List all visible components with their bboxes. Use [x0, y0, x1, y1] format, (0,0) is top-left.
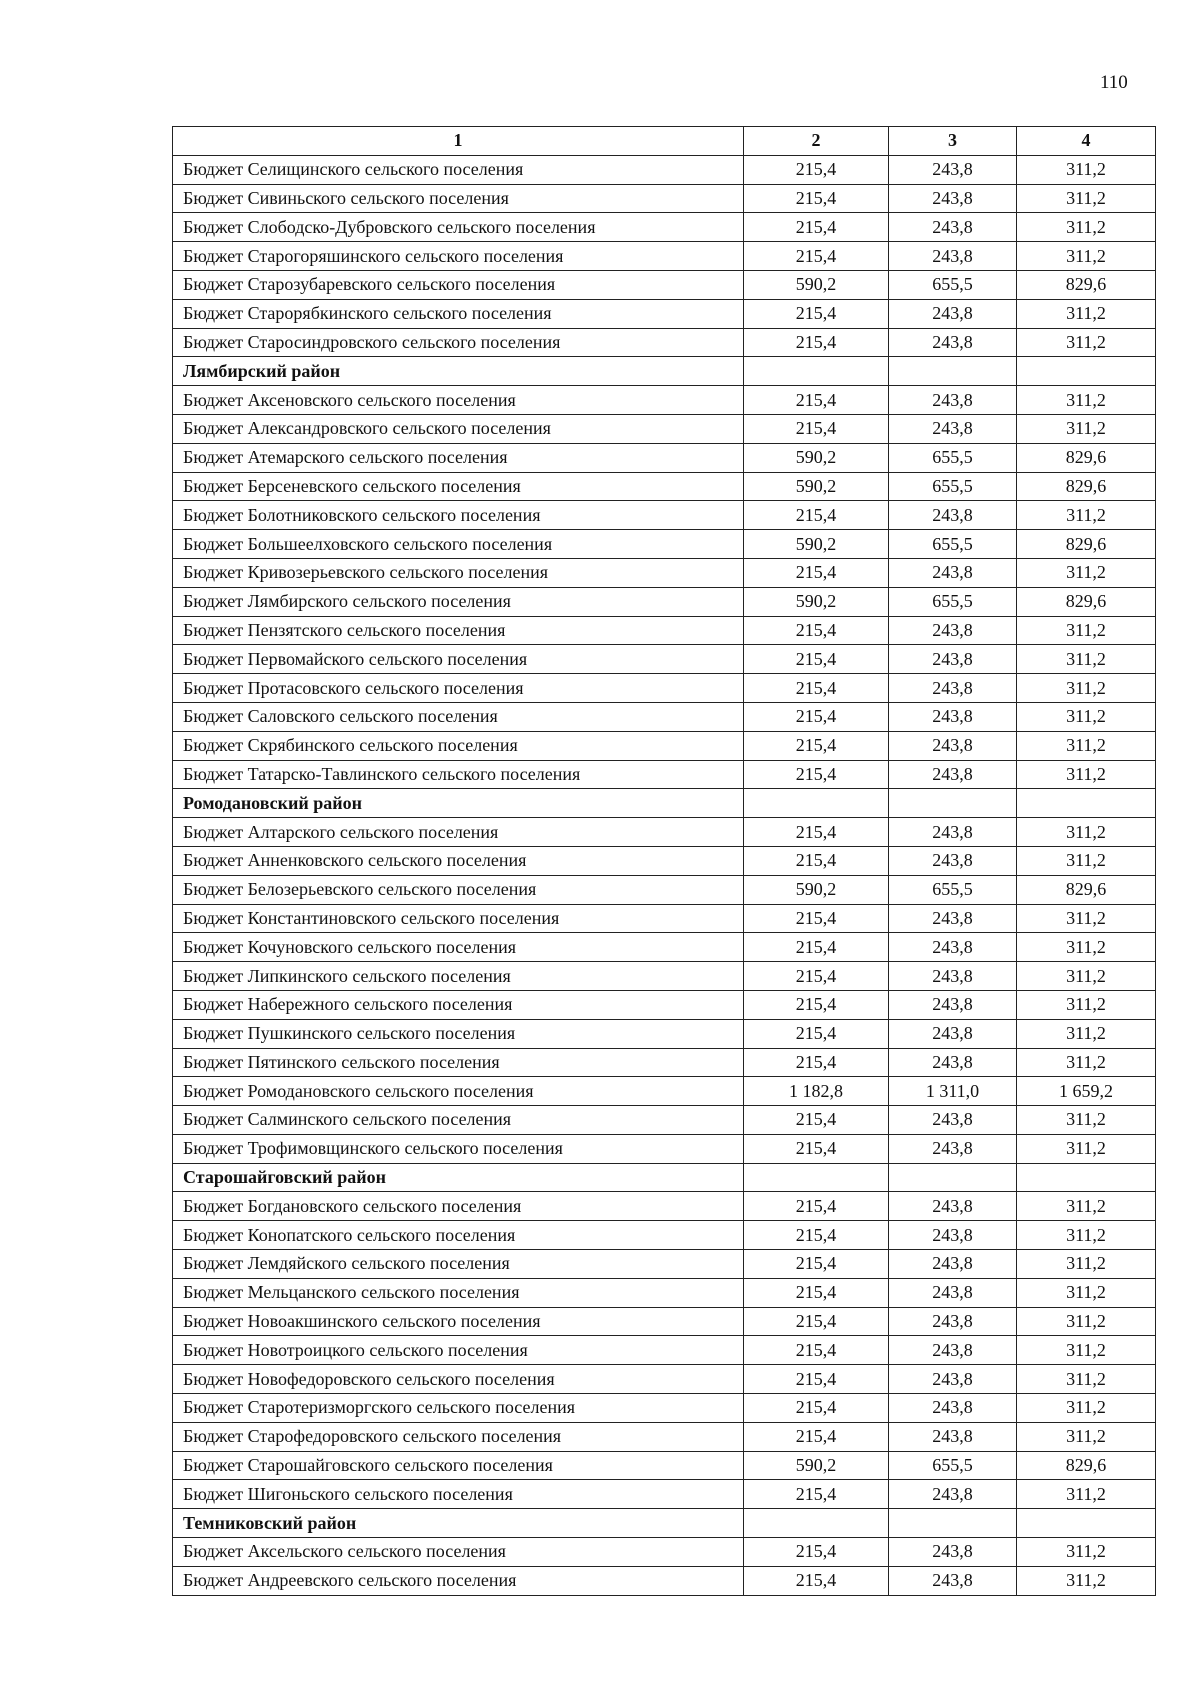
settlement-name-cell: Бюджет Сивиньского сельского поселения: [173, 184, 744, 213]
value-col3-cell: 243,8: [889, 328, 1017, 357]
value-col4-cell: 829,6: [1017, 270, 1156, 299]
table-row: [173, 616, 1156, 645]
value-col3-cell: 243,8: [889, 1538, 1017, 1567]
table-row: [173, 1106, 1156, 1135]
value-col2-cell: [744, 789, 889, 818]
value-col2-cell: 590,2: [744, 443, 889, 472]
value-col4-cell: 311,2: [1017, 1566, 1156, 1595]
value-col3-cell: 243,8: [889, 414, 1017, 443]
value-col4-cell: 311,2: [1017, 1307, 1156, 1336]
value-col4-cell: [1017, 357, 1156, 386]
table-row: [173, 1019, 1156, 1048]
value-col4-cell: 311,2: [1017, 1019, 1156, 1048]
value-col4-cell: 311,2: [1017, 1480, 1156, 1509]
value-col4-cell: 311,2: [1017, 1221, 1156, 1250]
value-col3-cell: 243,8: [889, 558, 1017, 587]
settlement-name-cell: Бюджет Лямбирского сельского поселения: [173, 587, 744, 616]
district-name-cell: Старошайговский район: [173, 1163, 744, 1192]
settlement-name-cell: Бюджет Скрябинского сельского поселения: [173, 731, 744, 760]
value-col2-cell: 215,4: [744, 558, 889, 587]
value-col2-cell: 215,4: [744, 846, 889, 875]
settlement-name-cell: Бюджет Первомайского сельского поселения: [173, 645, 744, 674]
table-row: [173, 760, 1156, 789]
value-col3-cell: 243,8: [889, 1307, 1017, 1336]
value-col4-cell: 311,2: [1017, 1192, 1156, 1221]
settlement-name-cell: Бюджет Белозерьевского сельского поселения: [173, 875, 744, 904]
settlement-name-cell: Бюджет Саловского сельского поселения: [173, 702, 744, 731]
value-col4-cell: 311,2: [1017, 213, 1156, 242]
table-row: [173, 731, 1156, 760]
table-row: [173, 386, 1156, 415]
value-col3-cell: 243,8: [889, 933, 1017, 962]
district-name-cell: Лямбирский район: [173, 357, 744, 386]
table-row: [173, 328, 1156, 357]
value-col2-cell: 215,4: [744, 731, 889, 760]
value-col3-cell: 243,8: [889, 962, 1017, 991]
value-col4-cell: 311,2: [1017, 760, 1156, 789]
table-row: [173, 846, 1156, 875]
value-col3-cell: [889, 1509, 1017, 1538]
table-row: [173, 1538, 1156, 1567]
value-col3-cell: 243,8: [889, 213, 1017, 242]
value-col2-cell: 215,4: [744, 818, 889, 847]
settlement-name-cell: Бюджет Конопатского сельского поселения: [173, 1221, 744, 1250]
value-col3-cell: [889, 357, 1017, 386]
value-col4-cell: 311,2: [1017, 242, 1156, 271]
settlement-name-cell: Бюджет Старорябкинского сельского поселения: [173, 299, 744, 328]
table-row: [173, 875, 1156, 904]
value-col2-cell: 215,4: [744, 1134, 889, 1163]
settlement-name-cell: Бюджет Старогоряшинского сельского поселения: [173, 242, 744, 271]
settlement-name-cell: Бюджет Салминского сельского поселения: [173, 1106, 744, 1135]
settlement-name-cell: Бюджет Липкинского сельского поселения: [173, 962, 744, 991]
value-col3-cell: 243,8: [889, 1134, 1017, 1163]
value-col2-cell: 215,4: [744, 299, 889, 328]
table-row: [173, 184, 1156, 213]
settlement-name-cell: Бюджет Старосиндровского сельского поселения: [173, 328, 744, 357]
settlement-name-cell: Бюджет Болотниковского сельского поселения: [173, 501, 744, 530]
settlement-name-cell: Бюджет Старотеризморгского сельского поселения: [173, 1394, 744, 1423]
value-col3-cell: 243,8: [889, 904, 1017, 933]
value-col2-cell: 215,4: [744, 904, 889, 933]
value-col2-cell: [744, 1509, 889, 1538]
table-row: [173, 1394, 1156, 1423]
value-col2-cell: 215,4: [744, 645, 889, 674]
value-col3-cell: 243,8: [889, 1106, 1017, 1135]
table-row: [173, 674, 1156, 703]
value-col2-cell: 215,4: [744, 1480, 889, 1509]
value-col2-cell: 215,4: [744, 1307, 889, 1336]
table-row: [173, 1221, 1156, 1250]
value-col4-cell: 311,2: [1017, 1538, 1156, 1567]
table-row: [173, 1365, 1156, 1394]
value-col2-cell: 215,4: [744, 760, 889, 789]
value-col2-cell: 1 182,8: [744, 1077, 889, 1106]
value-col3-cell: 243,8: [889, 818, 1017, 847]
table-row: [173, 1480, 1156, 1509]
value-col3-cell: [889, 789, 1017, 818]
value-col4-cell: 311,2: [1017, 501, 1156, 530]
column-header-1: 1: [173, 127, 744, 156]
value-col2-cell: 215,4: [744, 1422, 889, 1451]
district-header-row: [173, 357, 1156, 386]
value-col4-cell: 311,2: [1017, 558, 1156, 587]
value-col2-cell: 215,4: [744, 1250, 889, 1279]
value-col4-cell: 311,2: [1017, 299, 1156, 328]
table-row: [173, 702, 1156, 731]
value-col2-cell: 590,2: [744, 587, 889, 616]
value-col3-cell: 243,8: [889, 1192, 1017, 1221]
value-col2-cell: 215,4: [744, 674, 889, 703]
settlement-name-cell: Бюджет Трофимовщинского сельского поселения: [173, 1134, 744, 1163]
table-row: [173, 587, 1156, 616]
value-col3-cell: 243,8: [889, 1250, 1017, 1279]
value-col2-cell: [744, 1163, 889, 1192]
value-col4-cell: 311,2: [1017, 1134, 1156, 1163]
value-col3-cell: 243,8: [889, 1480, 1017, 1509]
table-row: [173, 1077, 1156, 1106]
value-col3-cell: 243,8: [889, 1278, 1017, 1307]
value-col4-cell: 829,6: [1017, 1451, 1156, 1480]
value-col2-cell: 215,4: [744, 1106, 889, 1135]
value-col3-cell: 243,8: [889, 1566, 1017, 1595]
settlement-name-cell: Бюджет Пензятского сельского поселения: [173, 616, 744, 645]
settlement-name-cell: Бюджет Набережного сельского поселения: [173, 990, 744, 1019]
value-col2-cell: 215,4: [744, 1019, 889, 1048]
value-col4-cell: 311,2: [1017, 1394, 1156, 1423]
settlement-name-cell: Бюджет Константиновского сельского поселения: [173, 904, 744, 933]
value-col4-cell: 311,2: [1017, 645, 1156, 674]
table-row: [173, 443, 1156, 472]
value-col2-cell: 590,2: [744, 1451, 889, 1480]
value-col3-cell: 243,8: [889, 386, 1017, 415]
value-col4-cell: 311,2: [1017, 933, 1156, 962]
value-col2-cell: 215,4: [744, 1394, 889, 1423]
settlement-name-cell: Бюджет Анненковского сельского поселения: [173, 846, 744, 875]
value-col4-cell: 311,2: [1017, 674, 1156, 703]
value-col3-cell: 655,5: [889, 270, 1017, 299]
page-number: 110: [1100, 72, 1128, 93]
table-row: [173, 299, 1156, 328]
settlement-name-cell: Бюджет Кочуновского сельского поселения: [173, 933, 744, 962]
value-col3-cell: 243,8: [889, 1221, 1017, 1250]
settlement-name-cell: Бюджет Новоакшинского сельского поселения: [173, 1307, 744, 1336]
settlement-name-cell: Бюджет Ромодановского сельского поселения: [173, 1077, 744, 1106]
settlement-name-cell: Бюджет Протасовского сельского поселения: [173, 674, 744, 703]
district-header-row: [173, 1163, 1156, 1192]
value-col2-cell: 215,4: [744, 155, 889, 184]
value-col3-cell: 243,8: [889, 501, 1017, 530]
value-col2-cell: 215,4: [744, 1336, 889, 1365]
settlement-name-cell: Бюджет Селищинского сельского поселения: [173, 155, 744, 184]
value-col3-cell: 655,5: [889, 443, 1017, 472]
value-col4-cell: 829,6: [1017, 443, 1156, 472]
value-col4-cell: 311,2: [1017, 1048, 1156, 1077]
value-col2-cell: 215,4: [744, 1048, 889, 1077]
table-row: [173, 1336, 1156, 1365]
value-col4-cell: 311,2: [1017, 1422, 1156, 1451]
value-col4-cell: [1017, 1509, 1156, 1538]
value-col2-cell: 215,4: [744, 1566, 889, 1595]
value-col4-cell: 311,2: [1017, 818, 1156, 847]
value-col4-cell: 311,2: [1017, 1365, 1156, 1394]
table-row: [173, 270, 1156, 299]
value-col2-cell: 590,2: [744, 875, 889, 904]
table-row: [173, 414, 1156, 443]
table-row: [173, 1307, 1156, 1336]
value-col2-cell: 215,4: [744, 962, 889, 991]
column-header-4: 4: [1017, 127, 1156, 156]
settlement-name-cell: Бюджет Берсеневского сельского поселения: [173, 472, 744, 501]
table-row: [173, 1250, 1156, 1279]
value-col3-cell: 655,5: [889, 530, 1017, 559]
value-col4-cell: 311,2: [1017, 155, 1156, 184]
table-row: [173, 933, 1156, 962]
value-col4-cell: 829,6: [1017, 472, 1156, 501]
value-col2-cell: 215,4: [744, 702, 889, 731]
value-col3-cell: 243,8: [889, 760, 1017, 789]
table-row: [173, 1278, 1156, 1307]
value-col2-cell: 215,4: [744, 501, 889, 530]
value-col4-cell: 311,2: [1017, 1250, 1156, 1279]
value-col4-cell: 311,2: [1017, 702, 1156, 731]
budget-table: [172, 126, 1156, 1596]
value-col3-cell: 1 311,0: [889, 1077, 1017, 1106]
value-col4-cell: 829,6: [1017, 587, 1156, 616]
value-col2-cell: 215,4: [744, 184, 889, 213]
table-row: [173, 558, 1156, 587]
value-col4-cell: [1017, 789, 1156, 818]
value-col4-cell: 311,2: [1017, 1336, 1156, 1365]
district-name-cell: Ромодановский район: [173, 789, 744, 818]
value-col3-cell: 243,8: [889, 184, 1017, 213]
table-row: [173, 1422, 1156, 1451]
table-header-row: [173, 127, 1156, 156]
district-header-row: [173, 1509, 1156, 1538]
table-row: [173, 213, 1156, 242]
district-header-row: [173, 789, 1156, 818]
value-col4-cell: 311,2: [1017, 1278, 1156, 1307]
value-col4-cell: 829,6: [1017, 875, 1156, 904]
table-row: [173, 1566, 1156, 1595]
settlement-name-cell: Бюджет Шигоньского сельского поселения: [173, 1480, 744, 1509]
value-col2-cell: 215,4: [744, 1278, 889, 1307]
value-col2-cell: 215,4: [744, 1192, 889, 1221]
table-body: [173, 155, 1156, 1595]
value-col2-cell: 215,4: [744, 386, 889, 415]
value-col3-cell: 243,8: [889, 846, 1017, 875]
value-col3-cell: 655,5: [889, 1451, 1017, 1480]
value-col3-cell: 243,8: [889, 1336, 1017, 1365]
table-row: [173, 1451, 1156, 1480]
value-col3-cell: 243,8: [889, 1422, 1017, 1451]
value-col3-cell: 243,8: [889, 242, 1017, 271]
table-row: [173, 1192, 1156, 1221]
value-col4-cell: 311,2: [1017, 328, 1156, 357]
settlement-name-cell: Бюджет Старофедоровского сельского поселения: [173, 1422, 744, 1451]
settlement-name-cell: Бюджет Алтарского сельского поселения: [173, 818, 744, 847]
value-col3-cell: 243,8: [889, 616, 1017, 645]
value-col3-cell: 655,5: [889, 472, 1017, 501]
value-col4-cell: 311,2: [1017, 904, 1156, 933]
value-col2-cell: 215,4: [744, 1365, 889, 1394]
settlement-name-cell: Бюджет Пятинского сельского поселения: [173, 1048, 744, 1077]
table-row: [173, 990, 1156, 1019]
table-row: [173, 904, 1156, 933]
value-col4-cell: 1 659,2: [1017, 1077, 1156, 1106]
value-col2-cell: 590,2: [744, 472, 889, 501]
value-col2-cell: 590,2: [744, 530, 889, 559]
value-col4-cell: 311,2: [1017, 962, 1156, 991]
value-col2-cell: 215,4: [744, 990, 889, 1019]
value-col4-cell: 311,2: [1017, 414, 1156, 443]
settlement-name-cell: Бюджет Аксеновского сельского поселения: [173, 386, 744, 415]
value-col4-cell: 311,2: [1017, 1106, 1156, 1135]
value-col2-cell: [744, 357, 889, 386]
settlement-name-cell: Бюджет Кривозерьевского сельского поселения: [173, 558, 744, 587]
value-col2-cell: 215,4: [744, 242, 889, 271]
value-col3-cell: 655,5: [889, 587, 1017, 616]
value-col3-cell: 243,8: [889, 1019, 1017, 1048]
value-col4-cell: 311,2: [1017, 731, 1156, 760]
table-row: [173, 501, 1156, 530]
value-col4-cell: 311,2: [1017, 386, 1156, 415]
value-col3-cell: 243,8: [889, 731, 1017, 760]
table-row: [173, 1134, 1156, 1163]
value-col3-cell: [889, 1163, 1017, 1192]
table-row: [173, 530, 1156, 559]
settlement-name-cell: Бюджет Новофедоровского сельского поселения: [173, 1365, 744, 1394]
value-col4-cell: [1017, 1163, 1156, 1192]
settlement-name-cell: Бюджет Новотроицкого сельского поселения: [173, 1336, 744, 1365]
value-col4-cell: 311,2: [1017, 184, 1156, 213]
settlement-name-cell: Бюджет Старозубаревского сельского поселения: [173, 270, 744, 299]
value-col3-cell: 243,8: [889, 1365, 1017, 1394]
value-col2-cell: 215,4: [744, 213, 889, 242]
column-header-3: 3: [889, 127, 1017, 156]
value-col3-cell: 243,8: [889, 645, 1017, 674]
settlement-name-cell: Бюджет Большеелховского сельского поселения: [173, 530, 744, 559]
value-col4-cell: 311,2: [1017, 616, 1156, 645]
settlement-name-cell: Бюджет Старошайговского сельского поселения: [173, 1451, 744, 1480]
value-col2-cell: 215,4: [744, 328, 889, 357]
value-col2-cell: 215,4: [744, 616, 889, 645]
value-col2-cell: 590,2: [744, 270, 889, 299]
value-col2-cell: 215,4: [744, 414, 889, 443]
settlement-name-cell: Бюджет Атемарского сельского поселения: [173, 443, 744, 472]
value-col3-cell: 243,8: [889, 155, 1017, 184]
value-col4-cell: 311,2: [1017, 846, 1156, 875]
settlement-name-cell: Бюджет Пушкинского сельского поселения: [173, 1019, 744, 1048]
table-row: [173, 155, 1156, 184]
table-row: [173, 242, 1156, 271]
table-row: [173, 472, 1156, 501]
value-col3-cell: 243,8: [889, 674, 1017, 703]
value-col3-cell: 655,5: [889, 875, 1017, 904]
column-header-2: 2: [744, 127, 889, 156]
value-col3-cell: 243,8: [889, 1048, 1017, 1077]
table-row: [173, 818, 1156, 847]
table-row: [173, 1048, 1156, 1077]
settlement-name-cell: Бюджет Лемдяйского сельского поселения: [173, 1250, 744, 1279]
settlement-name-cell: Бюджет Татарско-Тавлинского сельского поселения: [173, 760, 744, 789]
settlement-name-cell: Бюджет Слободско-Дубровского сельского поселения: [173, 213, 744, 242]
settlement-name-cell: Бюджет Андреевского сельского поселения: [173, 1566, 744, 1595]
settlement-name-cell: Бюджет Богдановского сельского поселения: [173, 1192, 744, 1221]
value-col3-cell: 243,8: [889, 299, 1017, 328]
value-col3-cell: 243,8: [889, 990, 1017, 1019]
settlement-name-cell: Бюджет Мельцанского сельского поселения: [173, 1278, 744, 1307]
value-col3-cell: 243,8: [889, 702, 1017, 731]
value-col2-cell: 215,4: [744, 1538, 889, 1567]
value-col2-cell: 215,4: [744, 933, 889, 962]
value-col3-cell: 243,8: [889, 1394, 1017, 1423]
value-col4-cell: 829,6: [1017, 530, 1156, 559]
table-row: [173, 645, 1156, 674]
settlement-name-cell: Бюджет Аксельского сельского поселения: [173, 1538, 744, 1567]
district-name-cell: Темниковский район: [173, 1509, 744, 1538]
table-row: [173, 962, 1156, 991]
value-col4-cell: 311,2: [1017, 990, 1156, 1019]
settlement-name-cell: Бюджет Александровского сельского поселения: [173, 414, 744, 443]
value-col2-cell: 215,4: [744, 1221, 889, 1250]
